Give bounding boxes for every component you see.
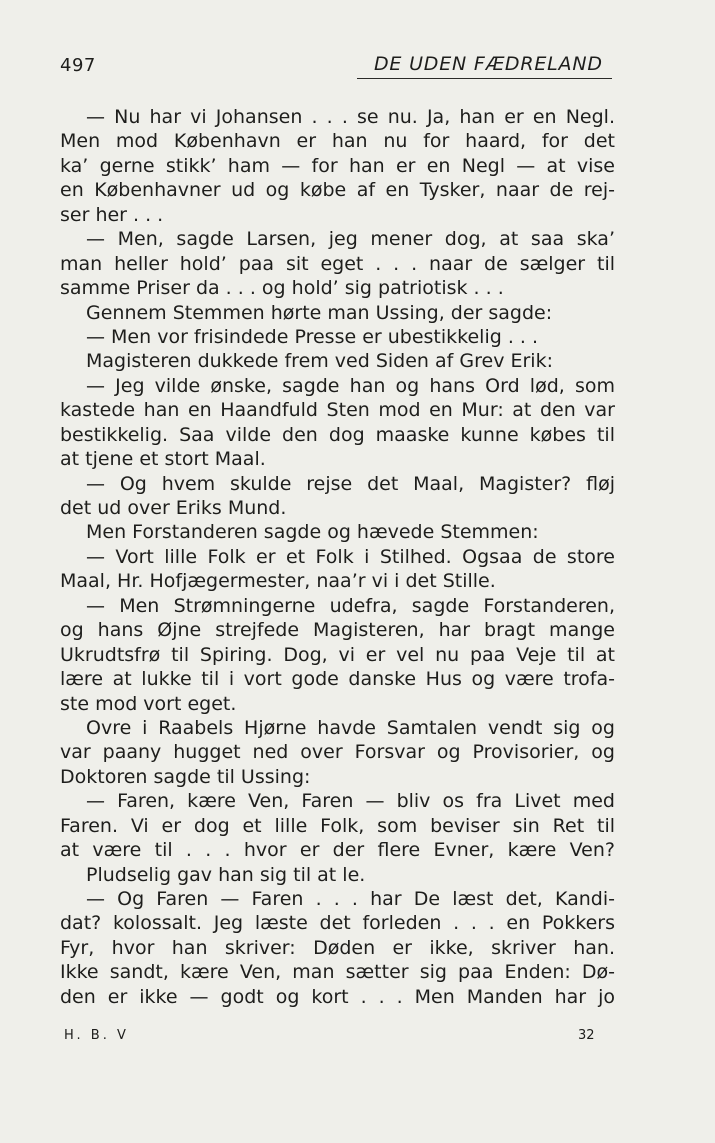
text-line: dat? kolossalt. Jeg læste det forleden . . . en Pokkers (60, 912, 615, 935)
text-line: Men mod København er han nu for haard, for det (60, 130, 615, 153)
text-line: det ud over Eriks Mund. (60, 497, 287, 519)
text-line: at tjene et stort Maal. (60, 448, 266, 471)
text-line: Magisteren dukkede frem ved Siden af Grev Erik: (86, 350, 553, 373)
text-line: lære at lukke til i vort gode danske Hus og være trofa- (60, 668, 615, 691)
text-line: samme Priser da . . . og hold’ sig patriotisk . . . (60, 277, 504, 300)
text-line: — Nu har vi Johansen . . . se nu. Ja, han er en Negl. (86, 106, 615, 128)
text-line: Faren. Vi er dog et lille Folk, som beviser sin Ret til (60, 814, 615, 837)
text-line: ste mod vort eget. (60, 692, 237, 715)
running-title: DE UDEN FÆDRELAND (374, 53, 603, 75)
text-line: Fyr, hvor han skriver: Døden er ikke, skriver han. (60, 936, 615, 959)
header-rule (357, 78, 612, 79)
text-line: kastede han en Haandfuld Sten mod en Mur: at den var (60, 399, 615, 422)
text-line: bestikkelig. Saa vilde den dog maaske kunne købes til (60, 423, 615, 446)
text-line: Ovre i Raabels Hjørne havde Samtalen vendt sig og (86, 716, 615, 739)
text-line: at være til . . . hvor er der flere Evner, kære Ven? (60, 839, 615, 862)
text-line: Gennem Stemmen hørte man Ussing, der sagde: (86, 301, 553, 324)
text-line: — Jeg vilde ønske, sagde han og hans Ord lød, som (86, 374, 615, 397)
text-line: Pludselig gav han sig til at le. (86, 863, 366, 886)
body-text (60, 105, 615, 1009)
text-line: — Vort lille Folk er et Folk i Stilhed. Ogsaa de store (86, 545, 615, 568)
text-line: — Men vor frisindede Presse er ubestikkelig . . . (86, 325, 539, 348)
text-line: — Men Strømningerne udefra, sagde Forstanderen, (86, 594, 615, 617)
page-number: 497 (60, 55, 96, 76)
text-line: ka’ gerne stikk’ ham — for han er en Negl — at vise (60, 154, 615, 177)
text-line: Ikke sandt, kære Ven, man sætter sig paa Enden: Dø- (60, 961, 615, 984)
text-line: — Faren, kære Ven, Faren — bliv os fra Livet med (86, 790, 615, 813)
text-line: den er ikke — godt og kort . . . Men Manden har jo (60, 985, 615, 1008)
text-line: — Og hvem skulde rejse det Maal, Magister? fløj (86, 472, 615, 495)
text-line: og hans Øjne strejfede Magisteren, har bragt mange (60, 619, 615, 642)
footer-sheet-number: 32 (578, 1028, 595, 1043)
text-line: Doktoren sagde til Ussing: (60, 765, 311, 788)
text-line: man heller hold’ paa sit eget . . . naar de sælger til (60, 252, 615, 275)
footer-signature: H. B. V (64, 1028, 129, 1043)
text-line: ser her . . . (60, 203, 164, 226)
text-line: Men Forstanderen sagde og hævede Stemmen: (86, 521, 539, 544)
text-line: Maal, Hr. Hofjægermester, naa’r vi i det Stille. (60, 570, 496, 593)
text-line: Ukrudtsfrø til Spiring. Dog, vi er vel nu paa Veje til at (60, 643, 615, 666)
text-line: var paany hugget ned over Forsvar og Provisorier, og (60, 741, 615, 764)
text-line: — Men, sagde Larsen, jeg mener dog, at saa ska’ (86, 228, 615, 251)
text-line: — Og Faren — Faren . . . har De læst det, Kandi- (86, 888, 615, 910)
text-line: en Københavner ud og købe af en Tysker, naar de rej- (60, 179, 615, 202)
